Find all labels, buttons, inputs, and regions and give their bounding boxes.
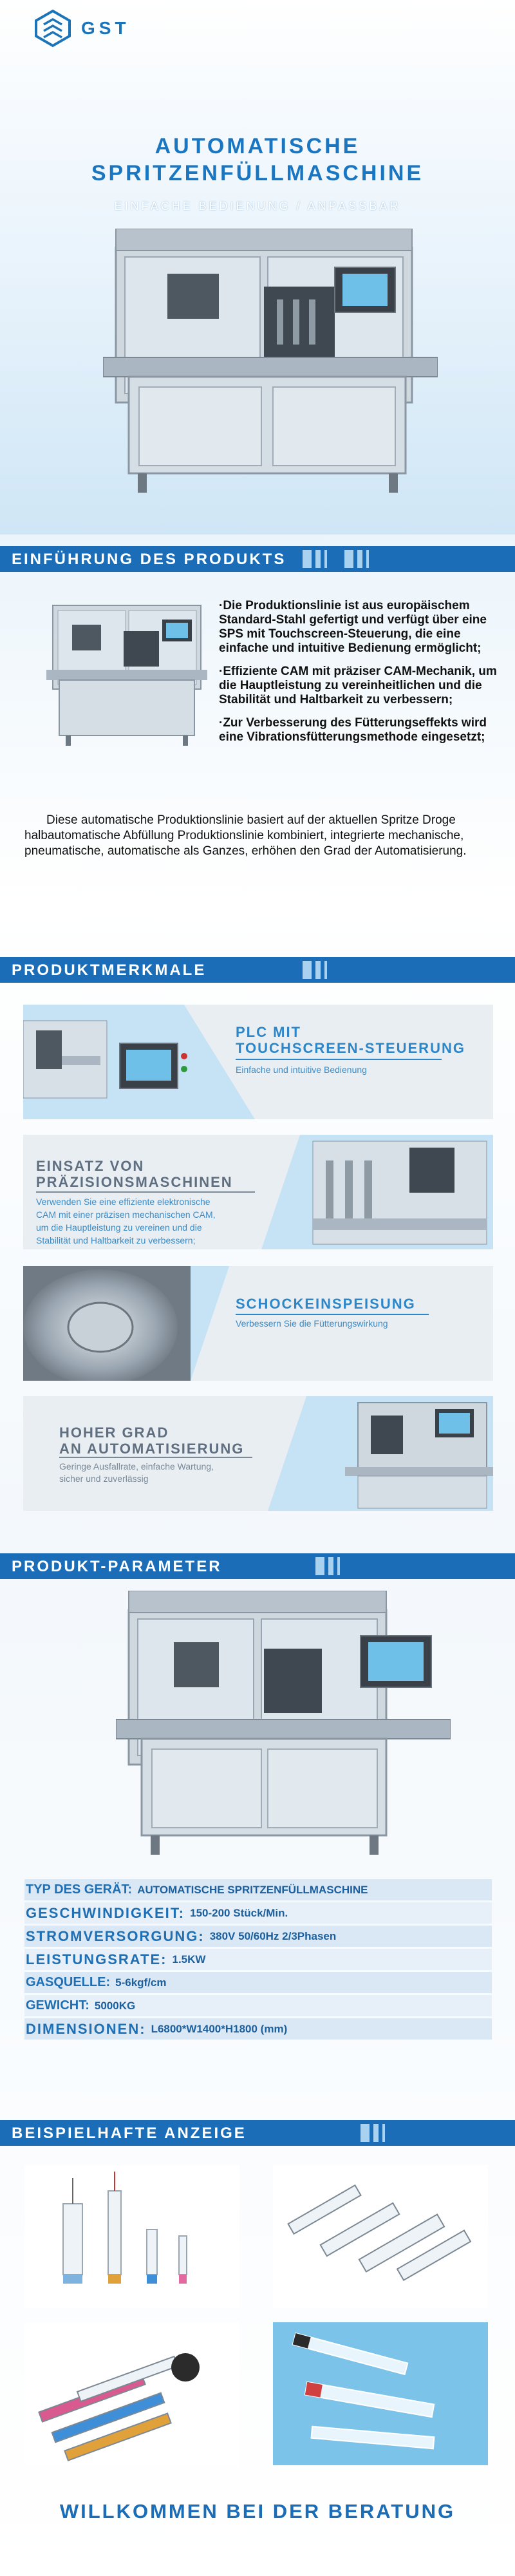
- parameter-key: STROMVERSORGUNG:: [26, 1927, 205, 1944]
- feature-card-automation: [23, 1396, 493, 1511]
- parameter-value: 5000KG: [94, 1999, 136, 2012]
- parameter-row: [24, 1879, 492, 1900]
- section-title-samples: BEISPIELHAFTE ANZEIGE: [12, 2125, 247, 2142]
- bar-decoration: [303, 550, 327, 568]
- hero-title-line1: AUTOMATISCHE: [154, 134, 360, 158]
- section-header-parameters: [0, 1553, 515, 1579]
- parameter-key: GESCHWINDIGKEIT:: [26, 1904, 185, 1921]
- sample-image-syringes-upright: [24, 2165, 239, 2308]
- parameter-machine-image: [116, 1591, 451, 1861]
- parameter-row: [24, 1949, 492, 1970]
- feature-title-line: AN AUTOMATISIERUNG: [59, 1441, 245, 1457]
- brand-name: GST: [81, 18, 130, 38]
- bar-decoration: [360, 2124, 385, 2142]
- section-header-samples: [0, 2120, 515, 2146]
- feature-card-feeding: [23, 1266, 493, 1381]
- parameter-value: 5-6kgf/cm: [115, 1976, 167, 1989]
- hero-title: [0, 133, 515, 187]
- intro-paragraph: Diese automatische Produktionslinie basiert auf der aktuellen Spritze Droge halbautomatische Abfüllung Produktionslinie kombiniert, integrierte mechanische, pneumatische, automatische als Ganzes, erhöhen den Grad der Automatisierung.: [24, 813, 467, 858]
- parameter-key: GASQUELLE:: [26, 1975, 111, 1989]
- parameter-row: [24, 1995, 492, 2016]
- feature-title: [236, 1024, 465, 1056]
- feature-title: [36, 1158, 233, 1190]
- bar-decoration: [315, 1557, 340, 1575]
- hero-section: [0, 0, 515, 535]
- feature-title-line: TOUCHSCREEN-STEUERUNG: [236, 1040, 465, 1056]
- feature-desc-line: Verwenden Sie eine effiziente elektronische: [36, 1197, 211, 1207]
- gst-logo-icon: [33, 9, 72, 48]
- parameter-key: LEISTUNGSRATE:: [26, 1951, 167, 1967]
- parameter-key: GEWICHT:: [26, 1998, 89, 2012]
- feature-desc-line: Geringe Ausfallrate, einfache Wartung,: [59, 1461, 214, 1472]
- section-header-intro: [0, 546, 515, 572]
- feature-desc: [36, 1195, 216, 1247]
- card-background: [23, 1005, 493, 1119]
- feature-desc-line: CAM mit einer präzisen mechanischen CAM,: [36, 1209, 216, 1220]
- feature-title-line: EINSATZ VON: [36, 1158, 145, 1174]
- sample-image-syringes-diagonal: [273, 2165, 488, 2308]
- intro-points: [219, 599, 507, 753]
- feature-desc-line: sicher und zuverlässig: [59, 1473, 149, 1484]
- welcome-text: WILLKOMMEN BEI DER BERATUNG: [59, 2500, 456, 2523]
- parameter-value: L6800*W1400*H1800 (mm): [151, 2022, 288, 2035]
- feature-title-line: HOHER GRAD: [59, 1425, 169, 1441]
- intro-point: ·Zur Verbesserung des Fütterungseffekts wird eine Vibrationsfütterungsmethode eingesetzt;: [219, 716, 487, 744]
- sample-image-syringes-colored: [24, 2322, 239, 2465]
- parameter-value: 1.5KW: [172, 1953, 206, 1965]
- divider: [236, 1059, 442, 1060]
- section-title-features: PRODUKTMERKMALE: [12, 961, 207, 979]
- parameter-key: TYP DES GERÄT:: [26, 1882, 133, 1897]
- brand-logo[interactable]: [33, 9, 130, 48]
- section-title-intro: EINFÜHRUNG DES PRODUKTS: [12, 551, 286, 568]
- section-header-features: [0, 957, 515, 983]
- feature-title: SCHOCKEINSPEISUNG: [236, 1296, 416, 1312]
- intro-point: ·Effiziente CAM mit präziser CAM-Mechanik, um die Hauptleistung zu vereinheitlichen und die Stabilität und Haltbarkeit zu verbessern;: [219, 665, 497, 706]
- parameter-row: [24, 2018, 492, 2040]
- parameter-table: [24, 1879, 492, 2041]
- parameter-value: 380V 50/60Hz 2/3Phasen: [209, 1929, 337, 1942]
- hero-subtitle: EINFACHE BEDIENUNG / ANPASSBAR: [114, 200, 401, 213]
- feature-desc: Einfache und intuitive Bedienung: [236, 1065, 367, 1075]
- feature-title-line: PLC MIT: [236, 1024, 301, 1040]
- feature-title-line: PRÄZISIONSMASCHINEN: [36, 1174, 233, 1190]
- parameter-row: [24, 1926, 492, 1947]
- feature-card-precision: [23, 1135, 493, 1249]
- parameter-value: AUTOMATISCHE SPRITZENFÜLLMASCHINE: [137, 1883, 368, 1896]
- divider: [36, 1191, 255, 1193]
- feature-card-plc: [23, 1005, 493, 1119]
- feature-desc: [59, 1461, 214, 1485]
- bar-decoration: [344, 550, 369, 568]
- sample-image-syringes-blue: [273, 2322, 488, 2465]
- intro-machine-image: [46, 599, 207, 747]
- feature-desc-line: um die Hauptleistung zu vereinen und die: [36, 1222, 202, 1233]
- feature-title: [59, 1425, 244, 1457]
- parameter-row: [24, 1972, 492, 1993]
- parameter-row: [24, 1902, 492, 1924]
- feature-desc-line: Stabilität und Haltbarkeit zu verbessern;: [36, 1235, 196, 1245]
- divider: [236, 1314, 429, 1315]
- filling-machine-image: [103, 229, 438, 499]
- intro-point: ·Die Produktionslinie ist aus europäischem Standard-Stahl gefertigt und verfügt über eine SPS mit Touchscreen-Steuerung, die eine einfache und intuitive Bedienung ermöglicht;: [219, 599, 487, 655]
- bar-decoration: [303, 961, 327, 979]
- parameter-key: DIMENSIONEN:: [26, 2020, 146, 2037]
- parameter-value: 150-200 Stück/Min.: [190, 1906, 288, 1919]
- divider: [59, 1457, 252, 1458]
- hero-title-line2: SPRITZENFÜLLMASCHINE: [91, 161, 424, 185]
- feature-desc: Verbessern Sie die Fütterungswirkung: [236, 1318, 388, 1329]
- section-title-parameters: PRODUKT-PARAMETER: [12, 1558, 222, 1575]
